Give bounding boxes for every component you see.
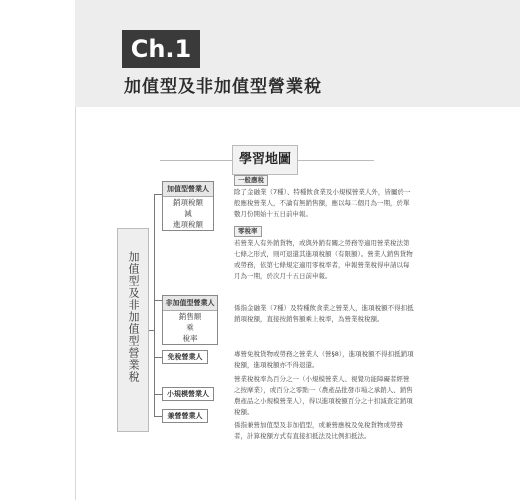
category-vat-title: 加值型營業人 [163,182,213,197]
map-title-rule-right [298,160,374,161]
root-topic-label: 加值型及非加值型營業稅 [127,251,140,383]
general-taxable-tag: 一般應稅 [234,175,268,186]
tree-branch-mixed [154,416,162,417]
tree-branch-nonvat [154,300,162,301]
exempt-description: 專營免稅貨物或勞務之營業人（營§8），進項稅額不得扣抵銷項稅額，進項稅額亦不得退還。 [234,350,414,369]
category-vat-line: 銷項稅額 [173,198,203,207]
category-nonvat-line: 銷售額 [178,312,202,321]
category-nonvat-title: 非加值型營業人 [163,296,217,311]
map-title-rule-left [160,160,232,161]
category-nonvat-line: 稅率 [182,334,198,343]
category-vat-line: 進項稅額 [173,220,203,229]
learning-map-title: 學習地圖 [232,145,298,175]
vat-general-block [234,175,414,220]
tree-branch-exempt [154,357,162,358]
page-margin-line [75,107,76,500]
zero-rate-tag: 零稅率 [234,226,262,237]
general-taxable-text: 除了金融業（7種）、特種飲食業及小規模營業人外，皆屬於一般應稅營業人，不論有無銷售額，應以每二個月為一期，於單數月份開始十五日前申報。 [234,188,411,218]
category-nonvat [162,295,218,345]
tree-root-connector [149,330,155,331]
tree-branch-vat [154,194,162,195]
category-vat [162,181,214,231]
mixed-description: 係指兼營加值型及非加值型，或兼營應稅及免稅貨物或勞務者，計算稅額方式有直接扣抵法及比例扣抵法。 [234,421,403,440]
small-scale-description: 營業稅稅率為百分之一（小規模營業人、視覺功能障礙者經營之按摩業），或百分之零點一（農產品批發市場之承銷人、銷售農產品之小規模營業人），得以進項稅額百分之十扣減查定銷項稅額。 [234,375,413,416]
category-vat-line: 減 [184,209,192,218]
chapter-number-tab: Ch.1 [122,30,200,68]
category-nonvat-line: 乘 [186,323,194,332]
nonvat-description: 係指金融業（7種）及特種飲食業之營業人，進項稅額不得扣抵銷項稅額，直接按銷售額乘上稅率，為營業稅稅額。 [234,304,414,323]
chapter-title: 加值型及非加值型營業稅 [124,77,322,97]
tree-branch-small [154,394,162,395]
zero-rate-text: 若營業人有外銷貨物，或與外銷有關之勞務等適用營業稅法第七條之形式，則可退還其進項稅額（有限額）。營業人銷售貨物或勞務，依第七條規定適用零稅率者，申報營業稅得申請以每月為一期，於次月十五日前申報。 [234,239,413,280]
zero-rate-block [234,226,414,282]
category-small-scale: 小規模營業人 [162,387,214,401]
category-mixed: 兼營營業人 [162,409,208,423]
root-topic-box [117,228,149,432]
tree-trunk-line [154,194,155,416]
category-exempt: 免稅營業人 [162,350,208,364]
